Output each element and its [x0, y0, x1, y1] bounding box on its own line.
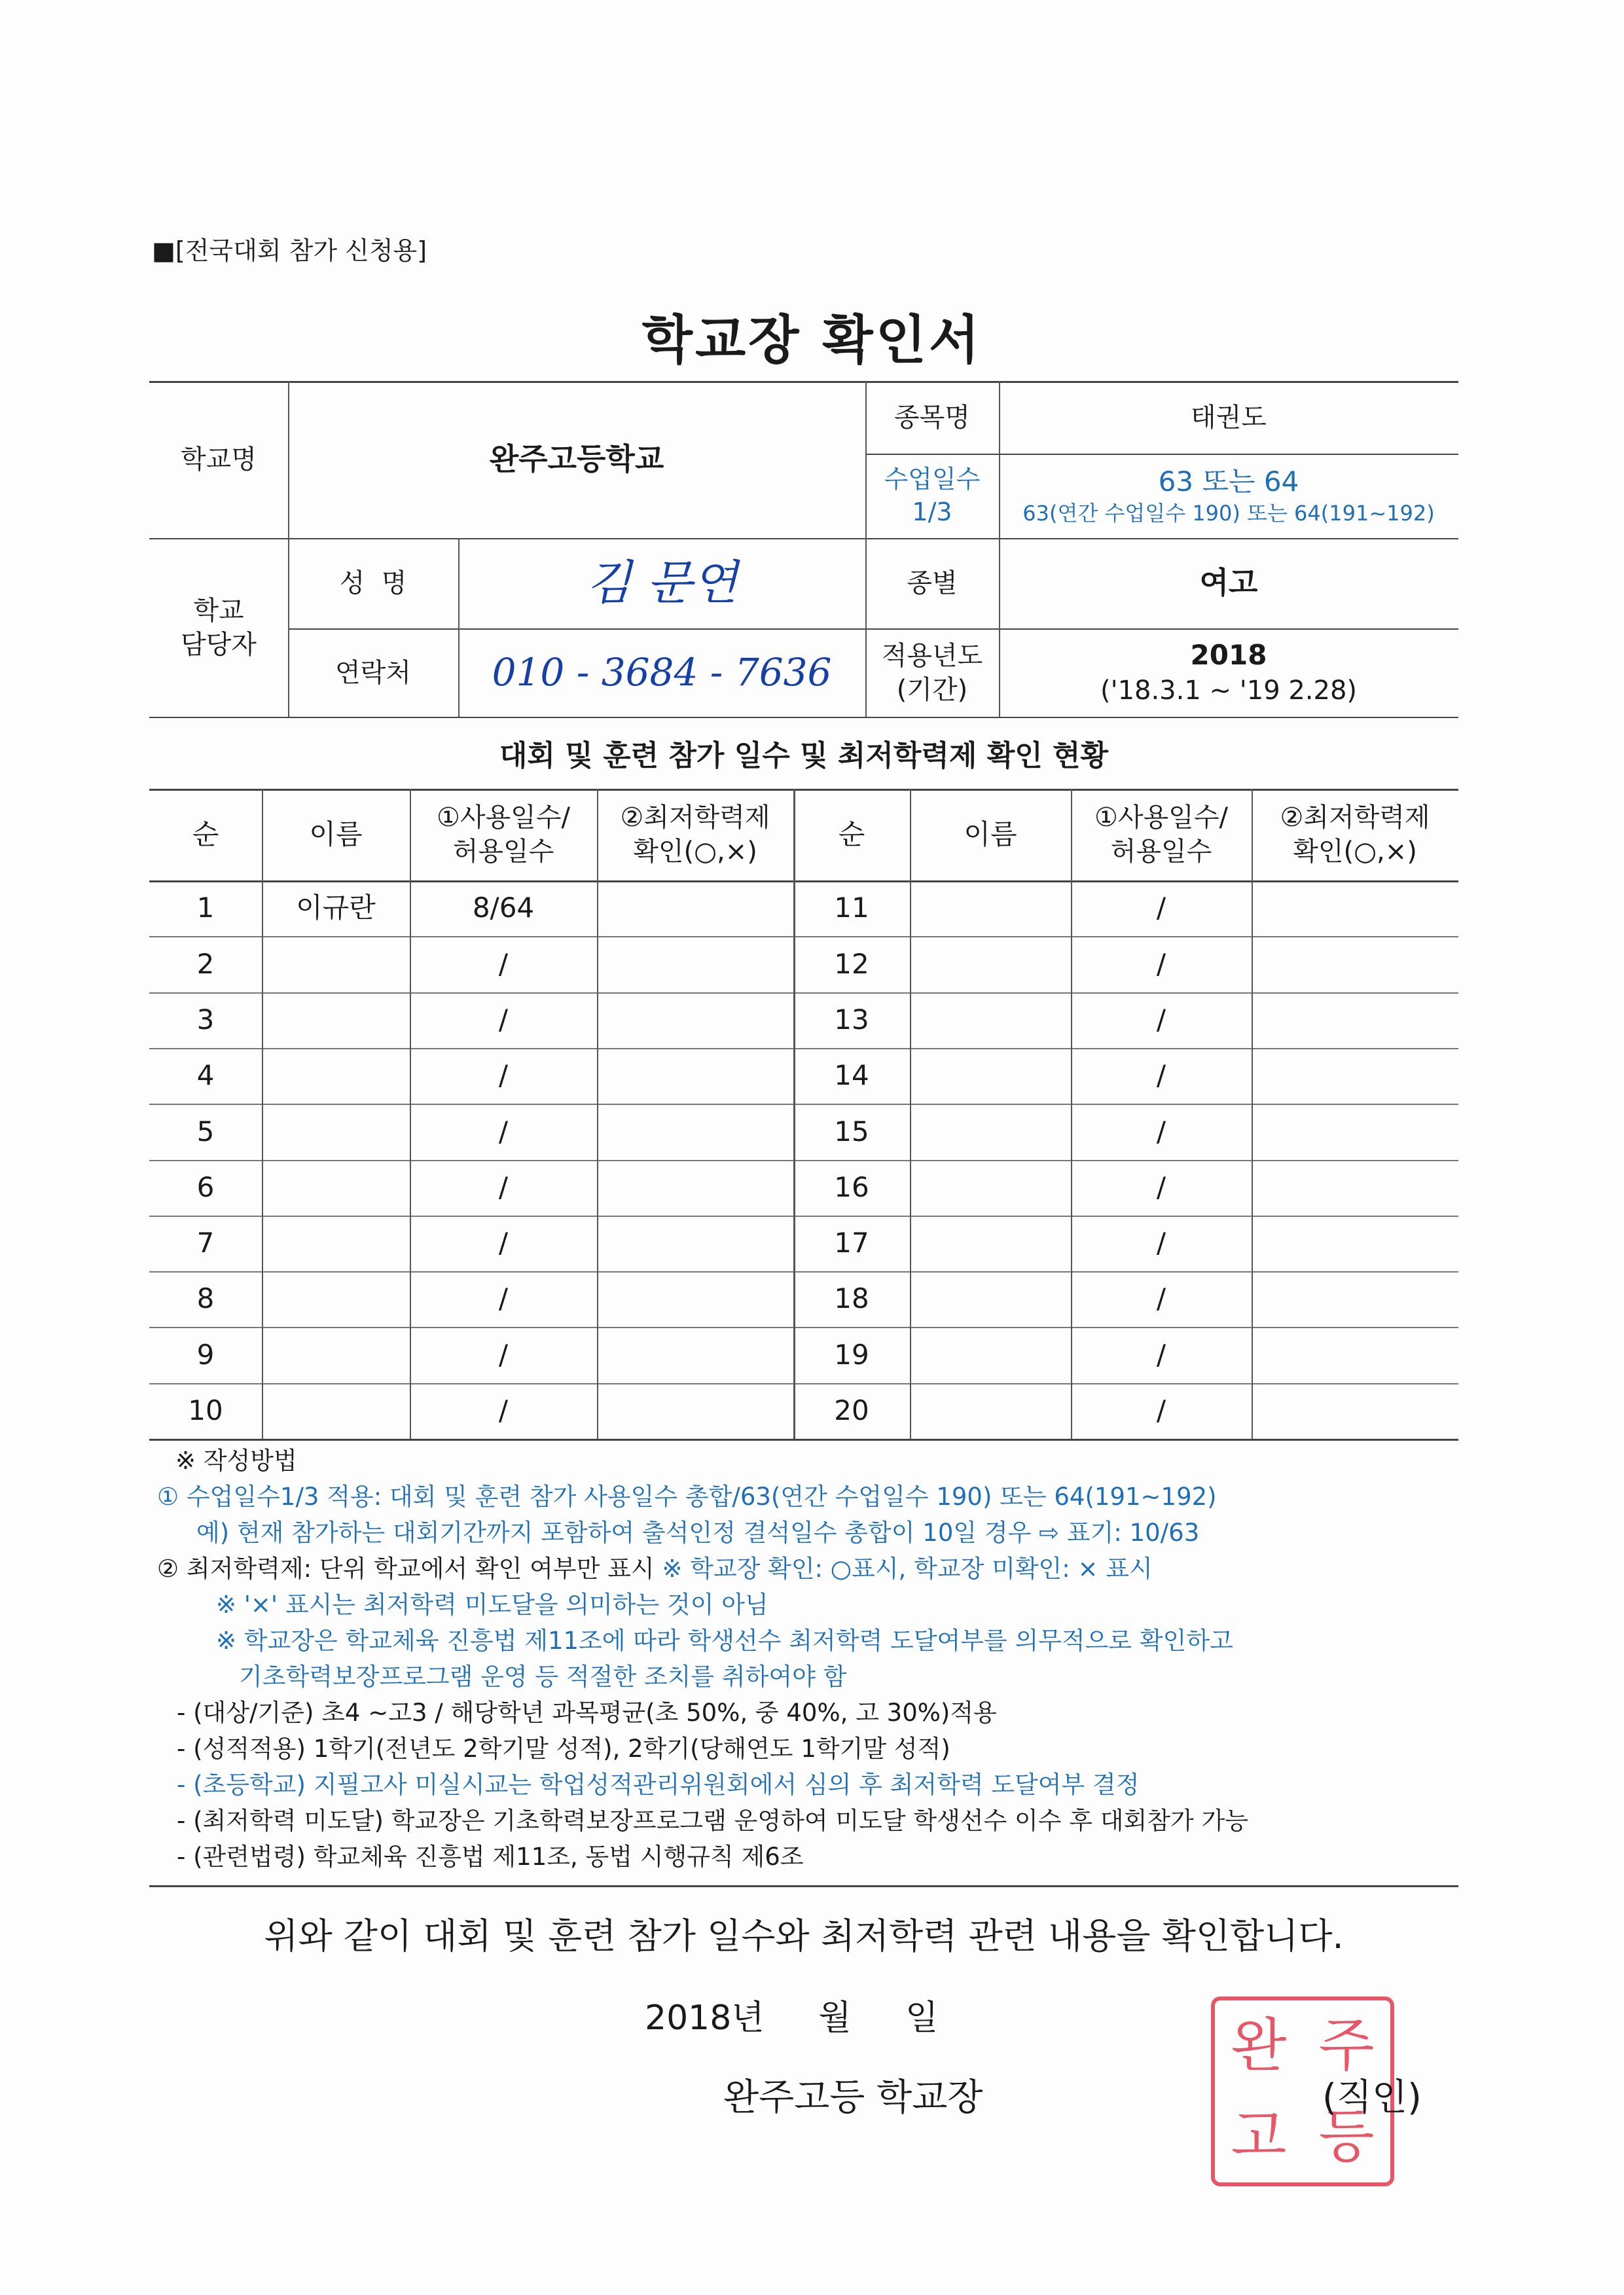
row-min-check [1252, 1104, 1458, 1159]
class-days-value-detail: 63(연간 수업일수 190) 또는 64(191~192) [1022, 501, 1435, 526]
row-number: 10 [188, 1394, 223, 1427]
year-label-line1: 적용년도 [881, 640, 983, 671]
row-min-check [597, 1383, 793, 1439]
class-days-label-line1: 수업일수 [884, 465, 981, 494]
note-2b: ※ '×' 표시는 최저학력 미도달을 의미하는 것이 아님 [216, 1591, 768, 1619]
class-days-value-main: 63 또는 64 [1158, 465, 1299, 498]
row-min-check [597, 1327, 793, 1382]
staff-label-line1: 학교 [193, 595, 244, 626]
row-number: 2 [196, 947, 215, 980]
row-days: / [1156, 1059, 1166, 1092]
row-min-check [597, 1160, 793, 1216]
row-number: 1 [196, 892, 215, 924]
row-number: 20 [834, 1394, 869, 1427]
col-header-days-right-line2: 허용일수 [1110, 837, 1212, 867]
row-name [262, 1271, 410, 1327]
row-number: 16 [834, 1170, 869, 1203]
row-min-check [597, 1216, 793, 1271]
class-days-label-line2: 1/3 [912, 497, 952, 526]
row-number: 5 [196, 1115, 215, 1148]
seal-char: 고 [1231, 2103, 1287, 2171]
row-days: / [1156, 947, 1166, 980]
col-header-days [410, 789, 597, 880]
row-min-check [1252, 1327, 1458, 1382]
detail-not-reached: - (최저학력 미도달) 학교장은 기초학력보장프로그램 운영하여 미도달 학생선수 이수 후 대회참가 가능 [177, 1807, 1249, 1835]
seal-char: 등 [1318, 2103, 1375, 2171]
contact-label: 연락처 [335, 657, 411, 688]
row-days: / [1156, 1394, 1166, 1427]
row-min-check [1252, 1216, 1458, 1271]
col-header-days-line2: 허용일수 [452, 837, 554, 867]
col-header-min [597, 789, 793, 880]
row-min-check [1252, 1160, 1458, 1216]
row-min-check [1252, 1383, 1458, 1439]
row-name [910, 1271, 1071, 1327]
row-min-check [1252, 1271, 1458, 1327]
row-name: 이규란 [296, 892, 376, 924]
row-number: 14 [834, 1059, 869, 1092]
col-header-no-right: 순 [838, 818, 865, 850]
detail-grades: - (성적적용) 1학기(전년도 2학기말 성적), 2학기(당해연도 1학기말 성적) [177, 1735, 950, 1763]
row-name [262, 992, 410, 1048]
row-min-check [597, 1048, 793, 1104]
name-value-handwritten: 김 문연 [586, 555, 738, 611]
col-header-days-right [1071, 789, 1252, 880]
row-name [910, 1104, 1071, 1159]
col-header-days-line1: ①사용일수/ [437, 803, 570, 833]
category-value: 여고 [1199, 565, 1258, 601]
note-2a [157, 1555, 1153, 1583]
row-min-check [1252, 1048, 1458, 1104]
row-min-check [597, 992, 793, 1048]
year-label-line2: (기간) [896, 674, 968, 705]
row-name [910, 1383, 1071, 1439]
row-min-check [597, 1104, 793, 1159]
row-name [910, 1327, 1071, 1382]
row-days: / [498, 947, 509, 980]
row-days: / [1156, 1115, 1166, 1148]
class-days-label [865, 454, 999, 538]
seal-char: 완 [1231, 2012, 1287, 2080]
staff-label [149, 538, 288, 717]
row-number: 9 [196, 1338, 215, 1371]
school-name-label: 학교명 [181, 444, 257, 475]
row-days: / [498, 1115, 509, 1148]
row-number: 7 [196, 1227, 215, 1259]
row-name [910, 936, 1071, 992]
row-name [910, 1216, 1071, 1271]
principal-title: 완주고등 학교장 [723, 2076, 983, 2119]
row-name [910, 1048, 1071, 1104]
row-min-check [597, 936, 793, 992]
note-2d: 기초학력보장프로그램 운영 등 적절한 조치를 취하여야 함 [239, 1663, 847, 1691]
form-type-tag: ■[전국대회 참가 신청용] [152, 236, 427, 265]
col-header-days-right-line1: ①사용일수/ [1094, 803, 1228, 833]
col-header-min-line1: ②최저학력제 [620, 803, 770, 833]
row-number: 3 [196, 1003, 215, 1036]
row-number: 12 [834, 947, 869, 980]
row-days: / [1156, 1338, 1166, 1371]
seal-label: (직인) [1322, 2076, 1422, 2119]
row-name [262, 1216, 410, 1271]
row-name [262, 1383, 410, 1439]
row-days: / [498, 1003, 509, 1036]
row-min-check [597, 1271, 793, 1327]
row-number: 13 [834, 1003, 869, 1036]
year-value-main: 2018 [1190, 639, 1267, 672]
detail-law: - (관련법령) 학교체육 진흥법 제11조, 동법 시행규칙 제6조 [177, 1843, 804, 1871]
notes-divider [149, 1885, 1458, 1887]
year-value [999, 628, 1458, 717]
year-value-period: ('18.3.1 ~ '19 2.28) [1100, 675, 1358, 706]
row-days: / [498, 1227, 509, 1259]
col-header-min-right-line1: ②최저학력제 [1280, 803, 1430, 833]
row-name [262, 1160, 410, 1216]
event-value: 태권도 [1191, 402, 1267, 433]
col-header-name: 이름 [309, 818, 363, 850]
note-2a-text: ② 최저학력제: 단위 학교에서 확인 여부만 표시 [157, 1555, 662, 1583]
row-number: 4 [196, 1059, 215, 1092]
col-header-min-right-line2: 확인(○,×) [1293, 837, 1417, 867]
row-number: 18 [834, 1282, 869, 1315]
row-days: / [1156, 1170, 1166, 1203]
note-1b: 예) 현재 참가하는 대회기간까지 포함하여 출석인정 결석일수 총합이 10일 경우 ⇨ 표기: 10/63 [196, 1519, 1200, 1547]
detail-target: - (대상/기준) 초4 ~고3 / 해당학년 과목평균(초 50%, 중 40%, 고 30%)적용 [177, 1699, 997, 1727]
row-days: / [1156, 892, 1166, 924]
section-title: 대회 및 훈련 참가 일수 및 최저학력제 확인 현황 [499, 739, 1109, 772]
row-days: / [498, 1394, 509, 1427]
row-min-check [1252, 880, 1458, 936]
notes-heading: ※ 작성방법 [175, 1447, 297, 1475]
row-number: 17 [834, 1227, 869, 1259]
row-name [262, 1327, 410, 1382]
row-min-check [597, 880, 793, 936]
row-days: / [498, 1282, 509, 1315]
class-days-value [999, 454, 1458, 538]
note-2a-highlight: ※ 학교장 확인: ○표시, 학교장 미확인: × 표시 [662, 1555, 1153, 1583]
row-number: 19 [834, 1338, 869, 1371]
detail-elementary: - (초등학교) 지필고사 미실시교는 학업성적관리위원회에서 심의 후 최저학력 도달여부 결정 [177, 1771, 1140, 1799]
staff-label-line2: 담당자 [181, 629, 257, 660]
row-days: 8/64 [472, 892, 535, 924]
confirmation-date: 2018년 월 일 [645, 1998, 939, 2038]
row-days: / [1156, 1003, 1166, 1036]
row-min-check [1252, 992, 1458, 1048]
note-1a: ① 수업일수1/3 적용: 대회 및 훈련 참가 사용일수 총합/63(연간 수업일수 190) 또는 64(191~192) [157, 1483, 1217, 1511]
row-min-check [1252, 936, 1458, 992]
row-days: / [1156, 1282, 1166, 1315]
row-number: 6 [196, 1170, 215, 1203]
name-label: 성 명 [339, 568, 407, 598]
col-header-no: 순 [192, 818, 219, 850]
category-label: 종별 [907, 568, 958, 598]
row-number: 8 [196, 1282, 215, 1315]
confirmation-statement: 위와 같이 대회 및 훈련 참가 일수와 최저학력 관련 내용을 확인합니다. [264, 1915, 1344, 1957]
row-name [262, 936, 410, 992]
col-header-min-line2: 확인(○,×) [633, 837, 757, 867]
event-label: 종목명 [894, 402, 970, 433]
row-days: / [498, 1338, 509, 1371]
row-name [910, 992, 1071, 1048]
row-days: / [498, 1059, 509, 1092]
row-number: 11 [834, 892, 869, 924]
row-name [262, 1048, 410, 1104]
contact-value-handwritten: 010 - 3684 - 7636 [492, 649, 832, 695]
row-days: / [1156, 1227, 1166, 1259]
note-2c: ※ 학교장은 학교체육 진흥법 제11조에 따라 학생선수 최저학력 도달여부를 의무적으로 확인하고 [216, 1627, 1233, 1655]
row-days: / [498, 1170, 509, 1203]
year-label [865, 628, 999, 717]
col-header-name-right: 이름 [964, 818, 1017, 850]
school-name-value: 완주고등학교 [489, 441, 664, 477]
page-title: 학교장 확인서 [641, 310, 983, 370]
row-name [910, 880, 1071, 936]
row-number: 15 [834, 1115, 869, 1148]
row-name [910, 1160, 1071, 1216]
col-header-min-right [1252, 789, 1458, 880]
seal-char: 주 [1318, 2012, 1375, 2080]
row-name [262, 1104, 410, 1159]
